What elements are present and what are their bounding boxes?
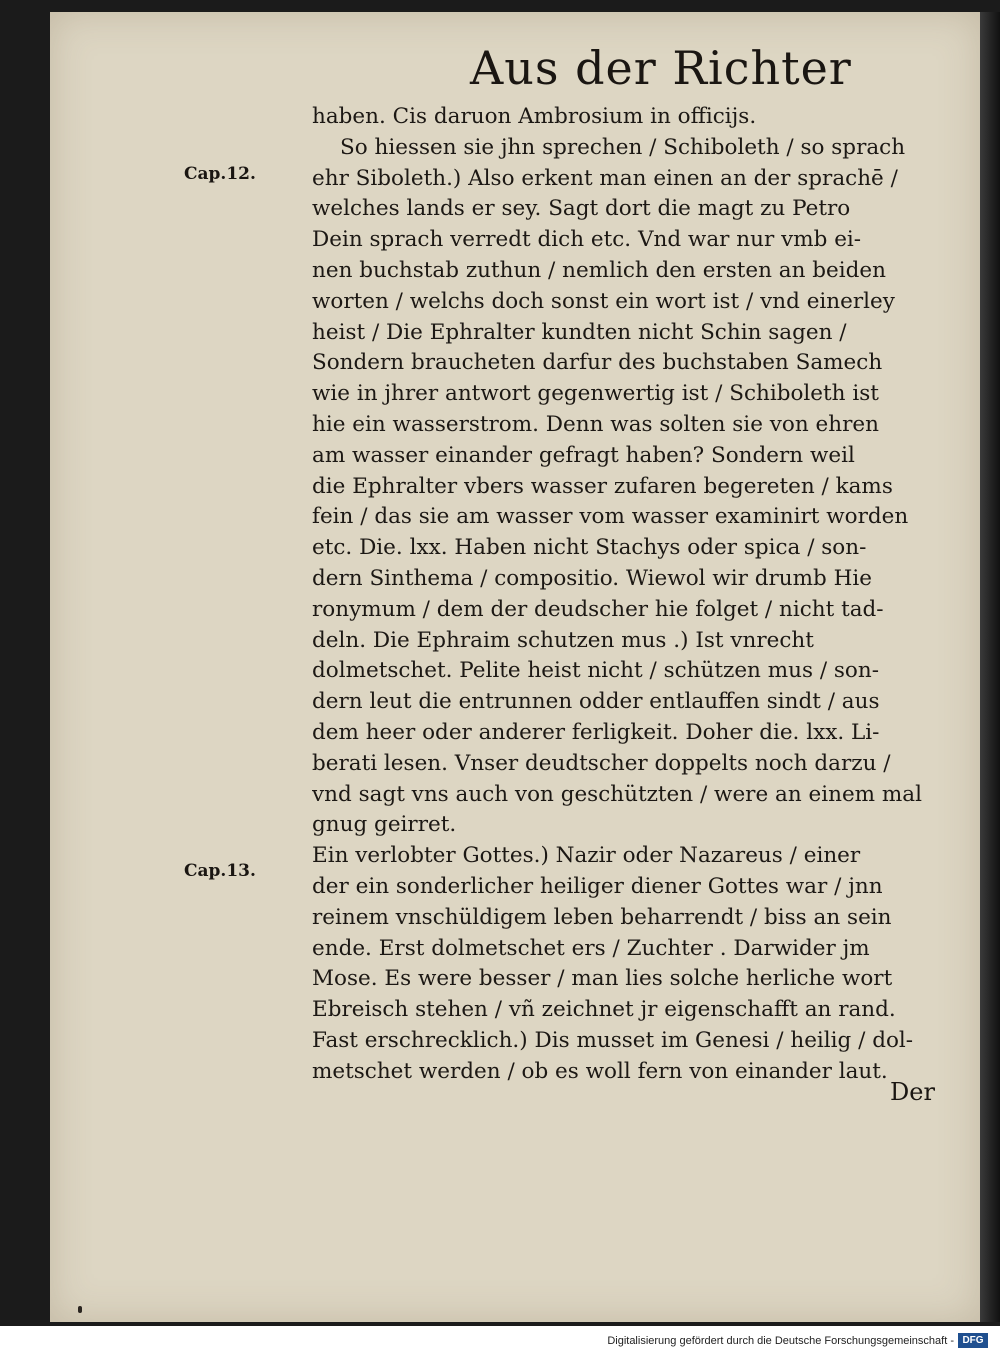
text-line: der ein sonderlicher heiliger diener Gottes war / jnn (312, 873, 883, 899)
text-line: Mose. Es were besser / man lies solche herliche wort (312, 966, 893, 992)
text-line: hie ein wasserstrom. Denn was solten sie von ehren (312, 411, 879, 437)
dfg-logo-icon: DFG (958, 1333, 988, 1348)
text-line: vnd sagt vns auch von geschützten / were an einem mal (312, 781, 922, 807)
text-line: fein / das sie am wasser vom wasser examinirt worden (312, 504, 909, 530)
text-line: metschet werden / ob es woll fern von einander laut. (312, 1058, 888, 1084)
text-line: die Ephralter vbers wasser zufaren begereten / kams (312, 473, 893, 499)
text-line: dern leut die entrunnen odder entlauffen sindt / aus (312, 689, 880, 715)
book-edge (980, 12, 1000, 1322)
catchword: Der (890, 1078, 935, 1106)
text-line: Sondern braucheten darfur des buchstaben Samech (312, 350, 883, 376)
text-line: ronymum / dem der deudscher hie folget / nicht tad- (312, 596, 884, 622)
text-line: So hiessen sie jhn sprechen / Schiboleth / so sprach (340, 134, 906, 160)
text-line: Fast erschrecklich.) Dis musset im Genesi / heilig / dol- (312, 1027, 914, 1053)
text-line: deln. Die Ephraim schutzen mus .) Ist vnrecht (312, 627, 814, 653)
margin-note-chapter-12: Cap.12. (184, 164, 256, 184)
text-line: gnug geirret. (312, 812, 457, 838)
text-line: ehr Siboleth.) Also erkent man einen an der sprachē / (312, 165, 898, 191)
text-line: Ein verlobter Gottes.) Nazir oder Nazareus / einer (312, 843, 861, 869)
text-line: wie in jhrer antwort gegenwertig ist / Schiboleth ist (312, 381, 879, 407)
text-line: heist / Die Ephralter kundten nicht Schin sagen / (312, 319, 847, 345)
text-line: berati lesen. Vnser deudtscher doppelts noch darzu / (312, 750, 891, 776)
text-line: reinem vnschüldigem leben beharrendt / biss an sein (312, 904, 892, 930)
text-line: haben. Cis daruon Ambrosium in officijs. (312, 104, 757, 129)
text-line: Ebreisch stehen / vñ zeichnet jr eigenschafft an rand. (312, 997, 896, 1023)
text-line: welches lands er sey. Sagt dort die magt zu Petro (312, 196, 851, 222)
text-line: Dein sprach verredt dich etc. Vnd war nur vmb ei- (312, 227, 862, 253)
margin-note-chapter-13: Cap.13. (184, 861, 256, 881)
text-line: nen buchstab zuthun / nemlich den ersten an beiden (312, 257, 886, 283)
text-line: etc. Die. lxx. Haben nicht Stachys oder spica / son- (312, 535, 867, 561)
text-line: dern Sinthema / compositio. Wiewol wir drumb Hie (312, 565, 872, 591)
running-head: Aus der Richter (470, 41, 852, 95)
text-line: am wasser einander gefragt haben? Sondern weil (312, 442, 855, 468)
text-line: ende. Erst dolmetschet ers / Zuchter . Darwider jm (312, 935, 870, 961)
text-line: dolmetschet. Pelite heist nicht / schützen mus / son- (312, 658, 879, 684)
ink-speck (78, 1306, 82, 1313)
body-text (312, 102, 952, 1088)
funding-credit: Digitalisierung gefördert durch die Deutsche Forschungsgemeinschaft - (607, 1335, 954, 1347)
text-line: dem heer oder anderer ferligkeit. Doher die. lxx. Li- (312, 719, 880, 745)
footer-bar (0, 1326, 1000, 1355)
text-line: worten / welchs doch sonst ein wort ist / vnd einerley (312, 288, 895, 314)
